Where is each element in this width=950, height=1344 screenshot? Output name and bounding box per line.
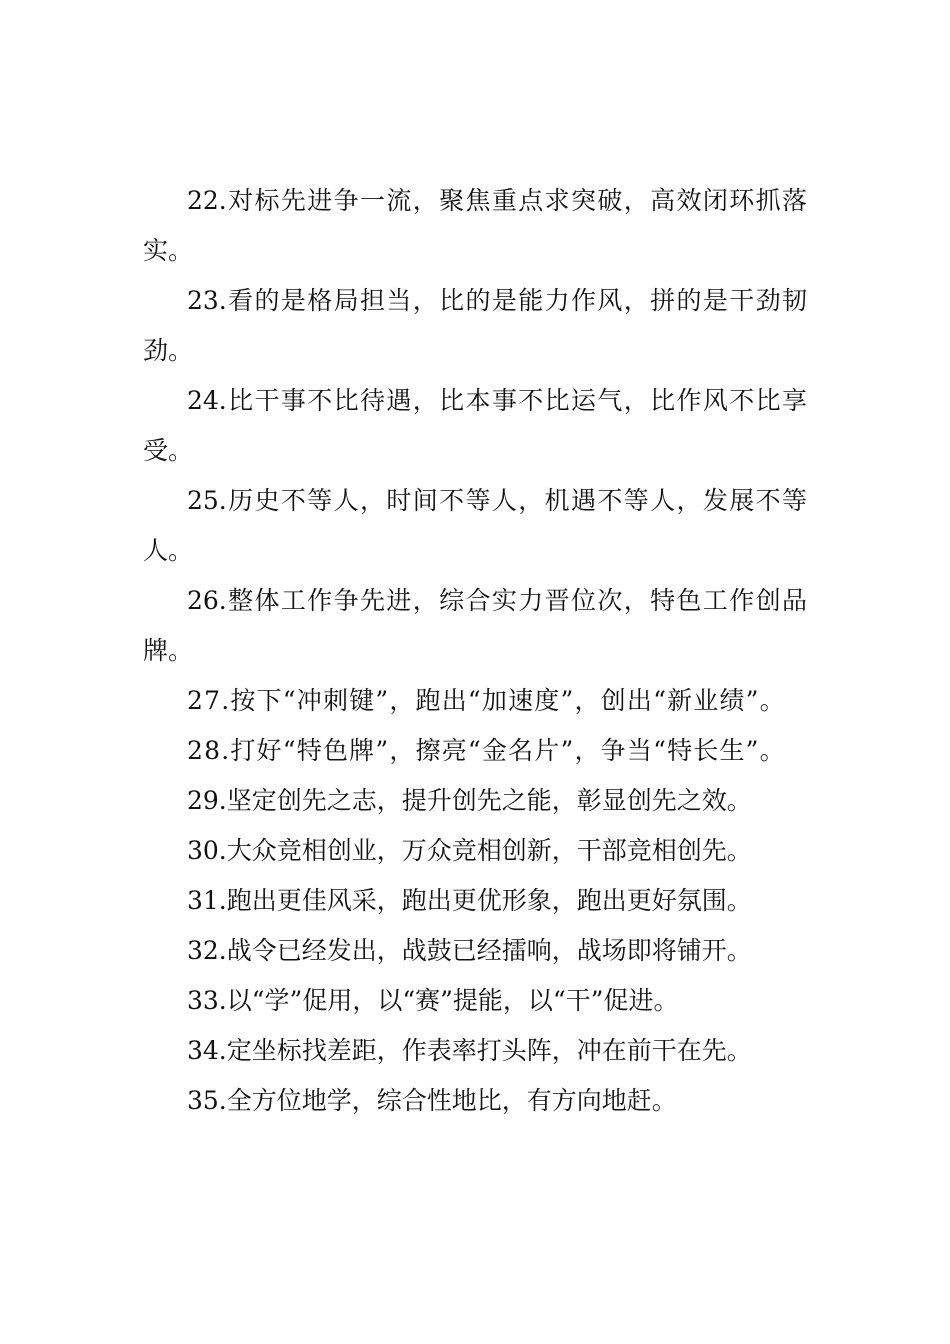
- paragraph-33: 33.以“学”促用，以“赛”提能，以“干”促进。: [187, 986, 679, 1015]
- paragraph-27: 27.按下“冲刺键”，跑出“加速度”，创出“新业绩”。: [187, 686, 786, 715]
- paragraph-35: 35.全方位地学，综合性地比，有方向地赶。: [187, 1086, 677, 1115]
- paragraph-22: 22.对标先进争一流，聚焦重点求突破，高效闭环抓落实。: [143, 186, 807, 265]
- document-body: [143, 176, 807, 1126]
- paragraph-34: 34.定坐标找差距，作表率打头阵，冲在前干在先。: [187, 1036, 752, 1065]
- paragraph-28: 28.打好“特色牌”，擦亮“金名片”，争当“特长生”。: [187, 736, 786, 765]
- paragraph-30: 30.大众竞相创业，万众竞相创新，干部竞相创先。: [187, 836, 752, 865]
- paragraph-31: 31.跑出更佳风采，跑出更优形象，跑出更好氛围。: [187, 886, 752, 915]
- paragraph-32: 32.战令已经发出，战鼓已经擂响，战场即将铺开。: [187, 936, 752, 965]
- paragraph-24: 24.比干事不比待遇，比本事不比运气，比作风不比享受。: [143, 386, 807, 465]
- paragraph-29: 29.坚定创先之志，提升创先之能，彰显创先之效。: [187, 786, 752, 815]
- paragraph-25: 25.历史不等人，时间不等人，机遇不等人，发展不等人。: [143, 486, 807, 565]
- paragraph-23: 23.看的是格局担当，比的是能力作风，拼的是干劲韧劲。: [143, 286, 807, 365]
- paragraph-26: 26.整体工作争先进，综合实力晋位次，特色工作创品牌。: [143, 586, 807, 665]
